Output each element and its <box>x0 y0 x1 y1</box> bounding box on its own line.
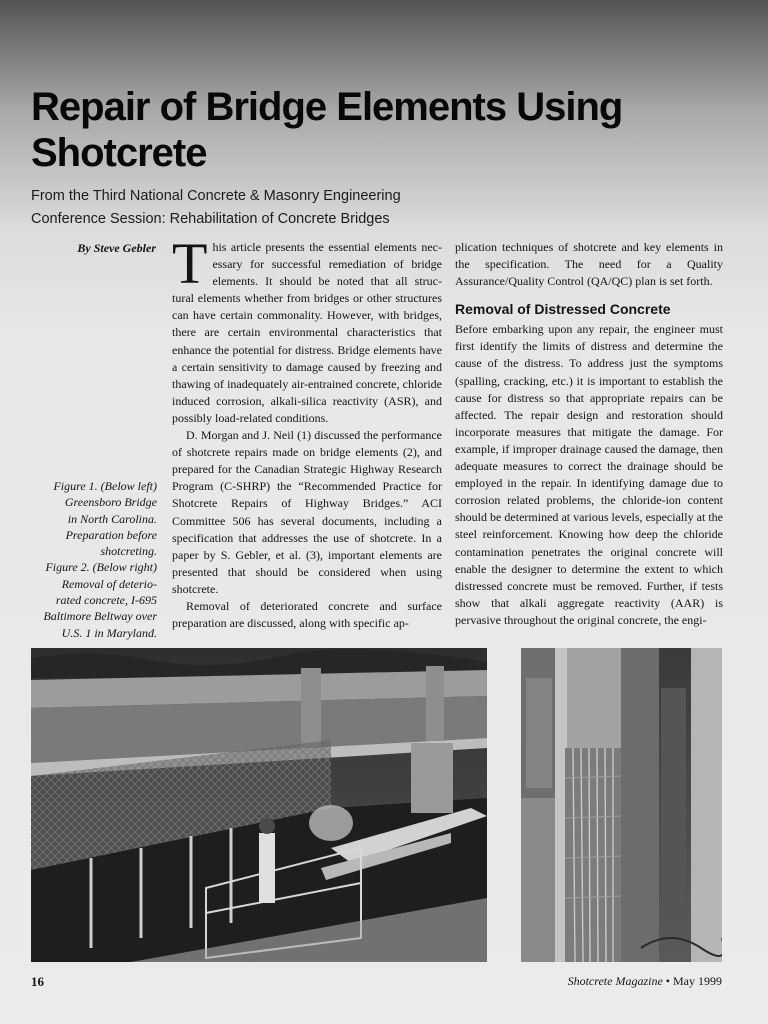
caption-line: U.S. 1 in Maryland. <box>61 625 157 640</box>
caption-line: Greensboro Bridge <box>64 495 157 510</box>
figure-caption <box>28 478 157 641</box>
intro-line: his article presents the essential elements nec- <box>212 240 442 254</box>
caption-line: Figure 2. (Below right) <box>45 560 157 575</box>
article-column-right <box>455 239 723 629</box>
caption-line: Removal of deterio- <box>61 576 157 591</box>
article-subtitle <box>31 185 551 231</box>
intro-line: elements. It should be noted that all struc- <box>212 274 442 289</box>
subtitle-line: Conference Session: Rehabilitation of Concrete Bridges <box>31 211 390 227</box>
body-paragraph: Before embarking upon any repair, the engineer must first identify the limits of distress and determine the cause of the distress. To address just the symptoms (spalling, cracking, etc.) it is important to establish the cause for distress so that appropriate repairs can be affected. The repair design and restoration should incorporate measures that mitigate the damage. For example, if improper drainage caused the damage, then adequate measures to correct the drainage should be employed in the repair. In identifying damage due to corrosion related problems, the chloride-ion content should be determined at various levels, especially at the steel reinforcement. Knowing how deep the chloride contamination penetrates the original concrete will enable the designer to determine the extent to which distressed concrete must be removed. Further, if tests show that alkali aggregate reactivity (AAR) is pervasive throughout the original concrete, the engi- <box>455 322 723 627</box>
footer-separator: • <box>662 974 673 988</box>
page-number: 16 <box>31 974 44 989</box>
body-paragraph: plication techniques of shotcrete and key elements in the specification. The need for a Quality Assurance/Quality Control (QA/QC) plan is set forth. <box>455 240 723 289</box>
caption-line: Preparation before <box>65 527 157 542</box>
intro-line: essary for successful remediation of bridge <box>212 257 442 272</box>
article-column-left <box>172 231 442 632</box>
article-title: Repair of Bridge Elements Using Shotcrete <box>31 85 623 175</box>
body-paragraph: D. Morgan and J. Neil (1) discussed the performance of shotcrete repairs made on bridge elements (2), and prepared for the Canadian Strategic Highway Research Program (C-SHRP) the “Recommended Practice for Shotcrete Repairs of Highway Bridges.” ACI Committee 506 has several documents, including a specification that addresses the use of shotcrete. In a paper by S. Gebler, et al. (3), important elements are presented that should be considered when using shotcrete. <box>172 428 442 596</box>
author-byline: By Steve Gebler <box>77 241 156 255</box>
figure-2-photo <box>521 648 722 962</box>
caption-line: in North Carolina. <box>67 511 157 526</box>
body-paragraph: Removal of deteriorated concrete and surface preparation are discussed, along with specific ap- <box>172 598 442 631</box>
caption-line: shotcreting. <box>100 544 157 559</box>
caption-line: Baltimore Beltway over <box>43 609 157 624</box>
magazine-name: Shotcrete Magazine <box>567 974 663 988</box>
caption-line: rated concrete, I-695 <box>55 593 157 608</box>
subtitle-line: From the Third National Concrete & Masonry Engineering <box>31 188 401 204</box>
issue-date: May 1999 <box>673 974 722 988</box>
section-heading: Removal of Distressed Concrete <box>455 301 671 318</box>
body-paragraph: tural elements whether from bridges or other structures can have certain commonality. However, with bridges, there are certain environmental characteristics that enhance the potential for distress. Bridge elements have a certain sensitivity to damage caused by freezing and thawing of inadequately air-entrained concrete, chloride induced corrosion, alkali-silica reactivity (ASR), and possibly load-related conditions. <box>172 291 442 425</box>
caption-line: Figure 1. (Below left) <box>53 479 157 493</box>
running-footer <box>440 974 722 989</box>
drop-cap: T <box>172 231 208 296</box>
figure-1-photo <box>31 648 487 962</box>
